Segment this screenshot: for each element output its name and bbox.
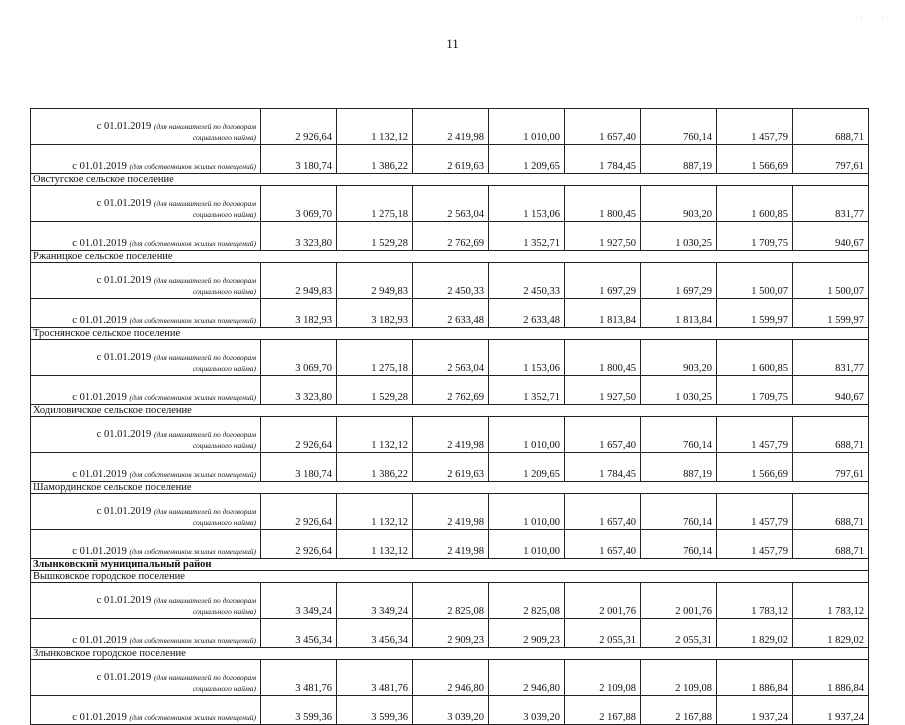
value-cell: 1 457,79 xyxy=(717,530,793,559)
row-label xyxy=(31,583,261,619)
tenants-note-line2: социального найма) xyxy=(192,364,256,373)
value-cell: 3 349,24 xyxy=(337,583,413,619)
value-cell: 1 132,12 xyxy=(337,109,413,145)
value-cell: 1 529,28 xyxy=(337,376,413,405)
tenants-row xyxy=(31,263,869,299)
tenants-note-line2: социального найма) xyxy=(192,518,256,527)
tenants-note-line2: социального найма) xyxy=(192,684,256,693)
value-cell: 1 937,24 xyxy=(793,696,869,725)
tenants-row xyxy=(31,583,869,619)
value-cell: 1 010,00 xyxy=(489,494,565,530)
owners-row xyxy=(31,619,869,648)
row-label xyxy=(31,222,261,251)
date-text: с 01.01.2019 xyxy=(72,238,127,249)
value-cell: 2 926,64 xyxy=(261,109,337,145)
value-cell: 1 784,45 xyxy=(565,145,641,174)
value-cell: 760,14 xyxy=(641,494,717,530)
date-text: с 01.01.2019 xyxy=(96,352,152,363)
value-cell: 2 946,80 xyxy=(489,660,565,696)
row-label xyxy=(31,109,261,145)
value-cell: 3 323,80 xyxy=(261,376,337,405)
settlement-title: Вышковское городское поселение xyxy=(31,571,869,583)
owners-note: (для собственников жилых помещений) xyxy=(129,636,256,645)
tenants-row xyxy=(31,340,869,376)
value-cell: 1 657,40 xyxy=(565,109,641,145)
settlement-title: Троснянское сельское поселение xyxy=(31,328,869,340)
value-cell: 1 030,25 xyxy=(641,376,717,405)
settlement-header-row xyxy=(31,482,869,494)
value-cell: 3 039,20 xyxy=(489,696,565,725)
tenants-note-line1: (для нанимателей по договорам xyxy=(153,430,256,439)
owners-row xyxy=(31,222,869,251)
settlement-title: Злынковское городское поселение xyxy=(31,648,869,660)
owners-note: (для собственников жилых помещений) xyxy=(129,713,256,722)
value-cell: 688,71 xyxy=(793,494,869,530)
value-cell: 1 500,07 xyxy=(717,263,793,299)
owners-note: (для собственников жилых помещений) xyxy=(129,162,256,171)
value-cell: 2 450,33 xyxy=(489,263,565,299)
tenants-row xyxy=(31,660,869,696)
value-cell: 1 529,28 xyxy=(337,222,413,251)
value-cell: 1 657,40 xyxy=(565,494,641,530)
value-cell: 2 926,64 xyxy=(261,530,337,559)
value-cell: 797,61 xyxy=(793,145,869,174)
value-cell: 2 949,83 xyxy=(261,263,337,299)
value-cell: 3 481,76 xyxy=(261,660,337,696)
value-cell: 1 566,69 xyxy=(717,453,793,482)
value-cell: 1 829,02 xyxy=(793,619,869,648)
value-cell: 2 619,63 xyxy=(413,453,489,482)
value-cell: 1 386,22 xyxy=(337,453,413,482)
tenants-note-line2: социального найма) xyxy=(192,287,256,296)
settlement-title: Шамординское сельское поселение xyxy=(31,482,869,494)
value-cell: 1 657,40 xyxy=(565,530,641,559)
value-cell: 2 633,48 xyxy=(489,299,565,328)
value-cell: 1 457,79 xyxy=(717,109,793,145)
date-text: с 01.01.2019 xyxy=(72,315,127,326)
value-cell: 887,19 xyxy=(641,453,717,482)
date-text: с 01.01.2019 xyxy=(72,546,127,557)
value-cell: 3 481,76 xyxy=(337,660,413,696)
settlement-title: Ходиловичское сельское поселение xyxy=(31,405,869,417)
value-cell: 2 419,98 xyxy=(413,530,489,559)
value-cell: 3 069,70 xyxy=(261,186,337,222)
value-cell: 2 825,08 xyxy=(413,583,489,619)
tenants-note-line2: социального найма) xyxy=(192,133,256,142)
value-cell: 1 709,75 xyxy=(717,222,793,251)
value-cell: 2 563,04 xyxy=(413,186,489,222)
value-cell: 1 010,00 xyxy=(489,530,565,559)
value-cell: 688,71 xyxy=(793,417,869,453)
owners-note: (для собственников жилых помещений) xyxy=(129,239,256,248)
row-label xyxy=(31,619,261,648)
date-text: с 01.01.2019 xyxy=(96,672,152,683)
value-cell: 2 167,88 xyxy=(565,696,641,725)
row-label xyxy=(31,299,261,328)
value-cell: 1 813,84 xyxy=(565,299,641,328)
value-cell: 3 599,36 xyxy=(261,696,337,725)
value-cell: 3 182,93 xyxy=(261,299,337,328)
value-cell: 1 457,79 xyxy=(717,494,793,530)
value-cell: 1 010,00 xyxy=(489,417,565,453)
value-cell: 3 039,20 xyxy=(413,696,489,725)
row-label xyxy=(31,186,261,222)
tenants-note-line2: социального найма) xyxy=(192,441,256,450)
row-label xyxy=(31,417,261,453)
value-cell: 797,61 xyxy=(793,453,869,482)
value-cell: 3 349,24 xyxy=(261,583,337,619)
value-cell: 688,71 xyxy=(793,109,869,145)
scan-artifact: · · · xyxy=(860,14,887,23)
owners-note: (для собственников жилых помещений) xyxy=(129,393,256,402)
date-text: с 01.01.2019 xyxy=(96,198,152,209)
value-cell: 760,14 xyxy=(641,109,717,145)
settlement-header-row xyxy=(31,405,869,417)
date-text: с 01.01.2019 xyxy=(96,429,152,440)
value-cell: 3 456,34 xyxy=(337,619,413,648)
value-cell: 2 109,08 xyxy=(565,660,641,696)
value-cell: 1 010,00 xyxy=(489,109,565,145)
date-text: с 01.01.2019 xyxy=(72,712,127,723)
value-cell: 1 457,79 xyxy=(717,417,793,453)
value-cell: 2 946,80 xyxy=(413,660,489,696)
tenants-row xyxy=(31,417,869,453)
tenants-row xyxy=(31,186,869,222)
tenants-note-line1: (для нанимателей по договорам xyxy=(153,673,256,682)
value-cell: 1 783,12 xyxy=(717,583,793,619)
value-cell: 1 132,12 xyxy=(337,494,413,530)
value-cell: 688,71 xyxy=(793,530,869,559)
value-cell: 2 762,69 xyxy=(413,222,489,251)
row-label xyxy=(31,376,261,405)
tenants-note-line1: (для нанимателей по договорам xyxy=(153,596,256,605)
value-cell: 1 500,07 xyxy=(793,263,869,299)
tenants-note-line1: (для нанимателей по договорам xyxy=(153,353,256,362)
value-cell: 3 323,80 xyxy=(261,222,337,251)
row-label xyxy=(31,696,261,725)
value-cell: 1 275,18 xyxy=(337,340,413,376)
settlement-header-row xyxy=(31,328,869,340)
settlement-title: Ржаницкое сельское поселение xyxy=(31,251,869,263)
settlement-header-row xyxy=(31,648,869,660)
value-cell: 2 419,98 xyxy=(413,417,489,453)
value-cell: 1 566,69 xyxy=(717,145,793,174)
value-cell: 2 055,31 xyxy=(565,619,641,648)
value-cell: 760,14 xyxy=(641,417,717,453)
value-cell: 2 762,69 xyxy=(413,376,489,405)
row-label xyxy=(31,145,261,174)
settlement-header-row xyxy=(31,571,869,583)
date-text: с 01.01.2019 xyxy=(96,275,152,286)
row-label xyxy=(31,530,261,559)
value-cell: 1 209,65 xyxy=(489,453,565,482)
date-text: с 01.01.2019 xyxy=(72,161,127,172)
value-cell: 2 825,08 xyxy=(489,583,565,619)
value-cell: 1 709,75 xyxy=(717,376,793,405)
owners-note: (для собственников жилых помещений) xyxy=(129,547,256,556)
value-cell: 1 599,97 xyxy=(717,299,793,328)
value-cell: 3 069,70 xyxy=(261,340,337,376)
value-cell: 1 886,84 xyxy=(717,660,793,696)
value-cell: 1 153,06 xyxy=(489,186,565,222)
settlement-header-row xyxy=(31,174,869,186)
value-cell: 3 182,93 xyxy=(337,299,413,328)
value-cell: 1 030,25 xyxy=(641,222,717,251)
value-cell: 2 055,31 xyxy=(641,619,717,648)
date-text: с 01.01.2019 xyxy=(72,635,127,646)
value-cell: 1 599,97 xyxy=(793,299,869,328)
tenants-row xyxy=(31,109,869,145)
value-cell: 831,77 xyxy=(793,186,869,222)
value-cell: 2 167,88 xyxy=(641,696,717,725)
value-cell: 1 132,12 xyxy=(337,417,413,453)
tenants-note-line1: (для нанимателей по договорам xyxy=(153,507,256,516)
value-cell: 1 209,65 xyxy=(489,145,565,174)
value-cell: 940,67 xyxy=(793,376,869,405)
owners-row xyxy=(31,453,869,482)
value-cell: 1 600,85 xyxy=(717,340,793,376)
tariff-table xyxy=(30,108,869,725)
owners-row xyxy=(31,530,869,559)
value-cell: 3 180,74 xyxy=(261,145,337,174)
tenants-note-line1: (для нанимателей по договорам xyxy=(153,122,256,131)
date-text: с 01.01.2019 xyxy=(72,392,127,403)
value-cell: 1 927,50 xyxy=(565,376,641,405)
row-label xyxy=(31,453,261,482)
row-label xyxy=(31,340,261,376)
value-cell: 1 886,84 xyxy=(793,660,869,696)
row-label xyxy=(31,494,261,530)
owners-row xyxy=(31,145,869,174)
value-cell: 1 697,29 xyxy=(641,263,717,299)
value-cell: 1 386,22 xyxy=(337,145,413,174)
value-cell: 2 001,76 xyxy=(565,583,641,619)
value-cell: 2 419,98 xyxy=(413,494,489,530)
date-text: с 01.01.2019 xyxy=(96,506,152,517)
date-text: с 01.01.2019 xyxy=(96,595,152,606)
value-cell: 1 927,50 xyxy=(565,222,641,251)
value-cell: 1 697,29 xyxy=(565,263,641,299)
owners-row xyxy=(31,376,869,405)
value-cell: 2 633,48 xyxy=(413,299,489,328)
value-cell: 2 909,23 xyxy=(489,619,565,648)
value-cell: 1 275,18 xyxy=(337,186,413,222)
owners-row xyxy=(31,696,869,725)
tenants-row xyxy=(31,494,869,530)
value-cell: 1 784,45 xyxy=(565,453,641,482)
value-cell: 2 949,83 xyxy=(337,263,413,299)
value-cell: 1 352,71 xyxy=(489,376,565,405)
value-cell: 1 813,84 xyxy=(641,299,717,328)
tenants-note-line1: (для нанимателей по договорам xyxy=(153,276,256,285)
value-cell: 2 926,64 xyxy=(261,417,337,453)
value-cell: 1 352,71 xyxy=(489,222,565,251)
date-text: с 01.01.2019 xyxy=(72,469,127,480)
value-cell: 2 450,33 xyxy=(413,263,489,299)
value-cell: 2 109,08 xyxy=(641,660,717,696)
value-cell: 1 132,12 xyxy=(337,530,413,559)
owners-note: (для собственников жилых помещений) xyxy=(129,470,256,479)
value-cell: 1 153,06 xyxy=(489,340,565,376)
value-cell: 3 599,36 xyxy=(337,696,413,725)
settlement-header-row xyxy=(31,251,869,263)
value-cell: 903,20 xyxy=(641,186,717,222)
value-cell: 903,20 xyxy=(641,340,717,376)
tenants-note-line1: (для нанимателей по договорам xyxy=(153,199,256,208)
settlement-title: Овстугское сельское поселение xyxy=(31,174,869,186)
tenants-note-line2: социального найма) xyxy=(192,607,256,616)
value-cell: 2 619,63 xyxy=(413,145,489,174)
value-cell: 1 783,12 xyxy=(793,583,869,619)
row-label xyxy=(31,660,261,696)
district-title: Злынковский муниципальный район xyxy=(31,559,869,571)
value-cell: 2 909,23 xyxy=(413,619,489,648)
value-cell: 831,77 xyxy=(793,340,869,376)
value-cell: 1 829,02 xyxy=(717,619,793,648)
date-text: с 01.01.2019 xyxy=(96,121,152,132)
value-cell: 3 180,74 xyxy=(261,453,337,482)
value-cell: 2 926,64 xyxy=(261,494,337,530)
value-cell: 2 419,98 xyxy=(413,109,489,145)
value-cell: 3 456,34 xyxy=(261,619,337,648)
row-label xyxy=(31,263,261,299)
value-cell: 940,67 xyxy=(793,222,869,251)
value-cell: 1 800,45 xyxy=(565,186,641,222)
page-number: 11 xyxy=(446,36,459,51)
owners-row xyxy=(31,299,869,328)
value-cell: 1 800,45 xyxy=(565,340,641,376)
value-cell: 1 600,85 xyxy=(717,186,793,222)
district-header-row xyxy=(31,559,869,571)
tenants-note-line2: социального найма) xyxy=(192,210,256,219)
value-cell: 2 563,04 xyxy=(413,340,489,376)
value-cell: 760,14 xyxy=(641,530,717,559)
value-cell: 887,19 xyxy=(641,145,717,174)
owners-note: (для собственников жилых помещений) xyxy=(129,316,256,325)
value-cell: 1 937,24 xyxy=(717,696,793,725)
value-cell: 1 657,40 xyxy=(565,417,641,453)
value-cell: 2 001,76 xyxy=(641,583,717,619)
